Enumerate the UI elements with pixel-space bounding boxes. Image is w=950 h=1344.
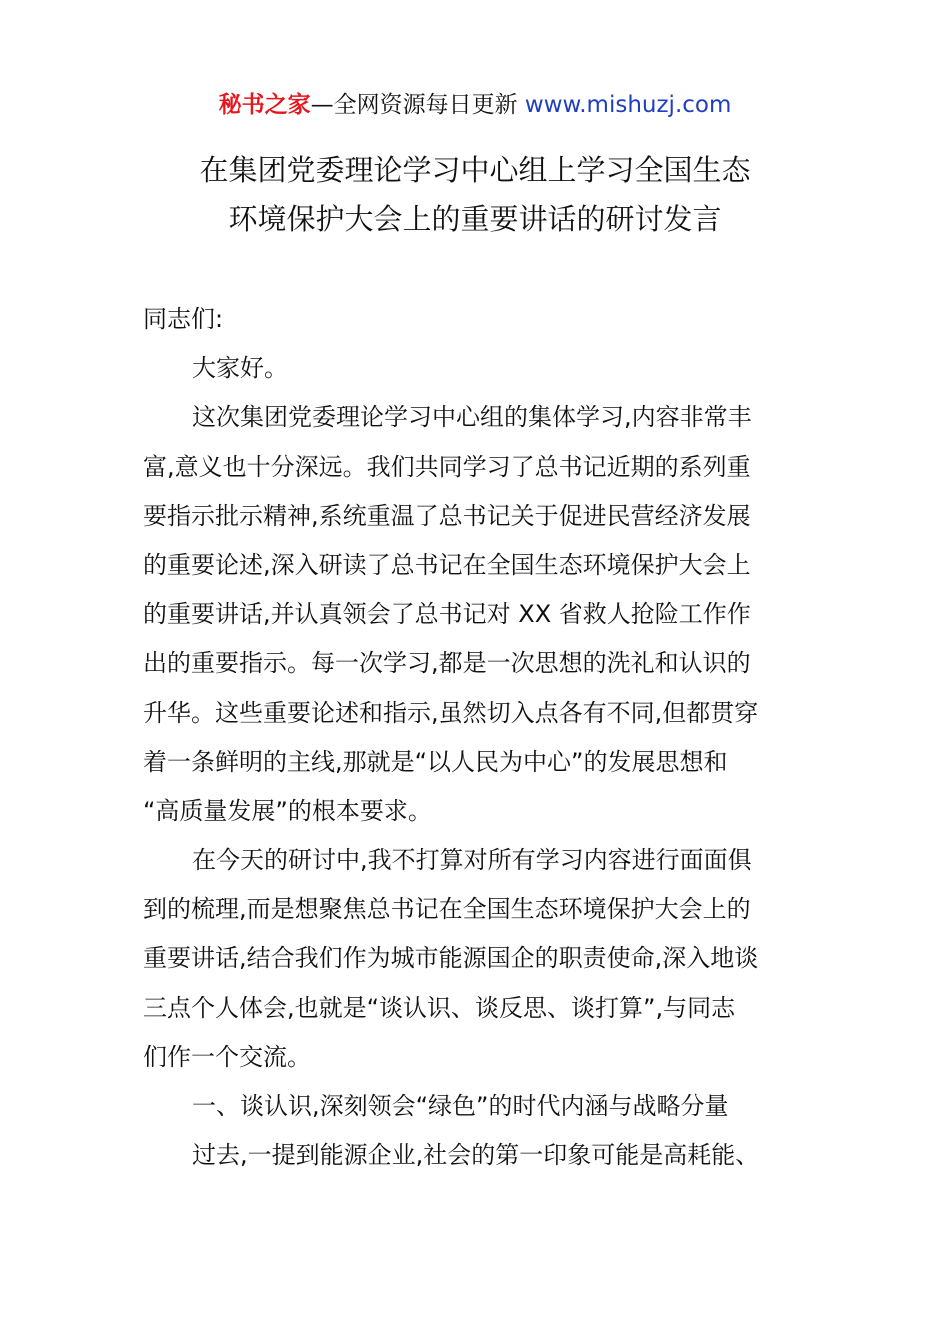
paragraph-line: 的重要讲话,并认真领会了总书记对 XX 省救人抢险工作作: [143, 600, 751, 629]
paragraph-line: 三点个人体会,也就是“谈认识、谈反思、谈打算”,与同志: [143, 993, 736, 1022]
paragraph-line: 出的重要指示。每一次学习,都是一次思想的洗礼和认识的: [143, 649, 751, 678]
paragraph-line: 着一条鲜明的主线,那就是“以人民为中心”的发展思想和: [143, 747, 728, 776]
site-header: [0, 88, 950, 122]
greeting: 大家好。: [192, 354, 288, 383]
paragraph-line: 这次集团党委理论学习中心组的集体学习,内容非常丰: [192, 403, 752, 432]
document-body: [143, 295, 807, 1180]
paragraph-line: 过去,一提到能源企业,社会的第一印象可能是高耗能、: [192, 1141, 760, 1170]
paragraph-line: 要指示批示精神,系统重温了总书记关于促进民营经济发展: [143, 501, 751, 530]
site-tagline: —全网资源每日更新: [310, 92, 525, 118]
site-brand: 秘书之家: [218, 92, 311, 118]
paragraph-line: 在今天的研讨中,我不打算对所有学习内容进行面面俱: [192, 846, 752, 875]
paragraph-line: 升华。这些重要论述和指示,虽然切入点各有不同,但都贯穿: [143, 698, 759, 727]
paragraph-line: 到的梳理,而是想聚焦总书记在全国生态环境保护大会上的: [143, 895, 751, 924]
title-line: 在集团党委理论学习中心组上学习全国生态: [199, 153, 751, 187]
salutation: 同志们:: [143, 305, 224, 333]
paragraph-line: “高质量发展”的根本要求。: [143, 796, 432, 825]
section-heading: 一、谈认识,深刻领会“绿色”的时代内涵与战略分量: [192, 1092, 729, 1120]
paragraph-line: 的重要论述,深入研读了总书记在全国生态环境保护大会上: [143, 550, 751, 579]
site-url-link[interactable]: www.mishuzj.com: [524, 92, 732, 118]
paragraph-line: 富,意义也十分深远。我们共同学习了总书记近期的系列重: [143, 452, 751, 481]
paragraph-line: 重要讲话,结合我们作为城市能源国企的职责使命,深入地谈: [143, 944, 759, 973]
paragraph-line: 们作一个交流。: [143, 1042, 311, 1071]
title-line: 环境保护大会上的重要讲话的研讨发言: [228, 202, 722, 236]
document-title: [0, 146, 950, 244]
